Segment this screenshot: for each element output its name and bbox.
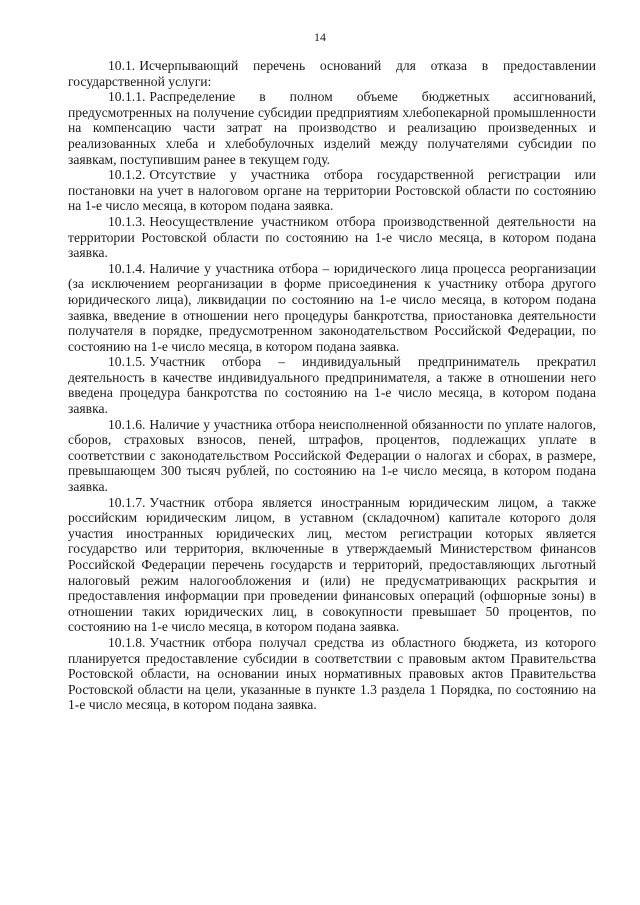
clause-text: Участник отбора получал средства из областного бюджета, из которого планируется предоставление субсидии в соответствии с правовым актом Правительства Ростовской области, на основании иных нормативных правовых актов Правительства Ростовской области на цели, указанные в пункте 1.3 раздела 1 Порядка, по состоянию на 1-е число месяца, в котором подана заявка. — [68, 634, 596, 713]
clause-10-1-4 — [68, 261, 596, 355]
clause-text: Участник отбора – индивидуальный предприниматель прекратил деятельность в качестве индивидуального предпринимателя, а также в отношении него введена процедура банкротства по состоянию на 1-е число месяца, в котором подана заявка. — [68, 354, 596, 417]
clause-number: 10.1.7. — [108, 494, 146, 510]
clause-number: 10.1.4. — [108, 260, 146, 276]
clause-text: Распределение в полном объеме бюджетных ассигнований, предусмотренных на получение субсидии предприятиям хлебопекарной промышленности на компенсацию части затрат на производство и реализацию произведенных и реализованных хлеба и хлебобулочных изделий между получателями субсидии по заявкам, поступившим ранее в текущем году. — [68, 89, 596, 167]
clause-number: 10.1.6. — [108, 416, 146, 432]
clause-number: 10.1.2. — [108, 167, 146, 183]
clause-text: Отсутствие у участника отбора государственной регистрации или постановки на учет в налоговом органе на территории Ростовской области по состоянию на 1-е число месяца, в котором подана заявка. — [68, 167, 596, 214]
clause-text: Наличие у участника отбора – юридического лица процесса реорганизации (за исключением реорганизации в форме присоединения к участнику отбора другого юридического лица), ликвидации по состоянию на 1-е число месяца, в котором подана заявка, введение в отношении него процедуры банкротства, приостановка деятельности получателя в порядке, предусмотренном законодательством Российской Федерации, по состоянию на 1-е число месяца, в котором подана заявка. — [68, 260, 596, 354]
clause-number: 10.1.3. — [108, 213, 146, 229]
clause-text: Исчерпывающий перечень оснований для отказа в предоставлении государственной услуги: — [68, 58, 596, 89]
clause-10-1-5 — [68, 354, 596, 416]
clause-number: 10.1.8. — [108, 634, 146, 650]
clause-number: 10.1. — [108, 58, 136, 73]
clause-10-1-6 — [68, 417, 596, 495]
clause-10-1 — [68, 58, 596, 89]
clause-10-1-7 — [68, 495, 596, 635]
clause-text: Наличие у участника отбора неисполненной обязанности по уплате налогов, сборов, страховых взносов, пеней, штрафов, процентов, подлежащих уплате в соответствии с законодательством Российской Федерации о налогах и сборах, в размере, превышающем 300 тысяч рублей, по состоянию на 1-е число месяца, в котором подана заявка. — [68, 416, 596, 495]
page-number: 14 — [314, 30, 326, 44]
clause-10-1-2 — [68, 167, 596, 214]
clause-10-1-8 — [68, 635, 596, 713]
clause-10-1-3 — [68, 214, 596, 261]
clause-10-1-1 — [68, 89, 596, 167]
document-body — [68, 58, 596, 713]
clause-text: Участник отбора является иностранным юридическим лицом, а также российским юридическим лицом, в уставном (складочном) капитале которого доля участия иностранных юридических лиц, местом регистрации которых является государство или территория, включенные в утверждаемый Министерством финансов Российской Федерации перечень государств и территорий, предоставляющих льготный налоговый режим налогообложения и (или) не предусматривающих раскрытия и предоставления информации при проведении финансовых операций (офшорные зоны) в отношении таких юридических лиц, в совокупности превышает 50 процентов, по состоянию на 1-е число месяца, в котором подана заявка. — [68, 494, 596, 635]
clause-number: 10.1.5. — [108, 354, 146, 370]
clause-text: Неосуществление участником отбора производственной деятельности на территории Ростовской области по состоянию на 1-е число месяца, в котором подана заявка. — [68, 213, 596, 261]
clause-number: 10.1.1. — [108, 89, 146, 105]
